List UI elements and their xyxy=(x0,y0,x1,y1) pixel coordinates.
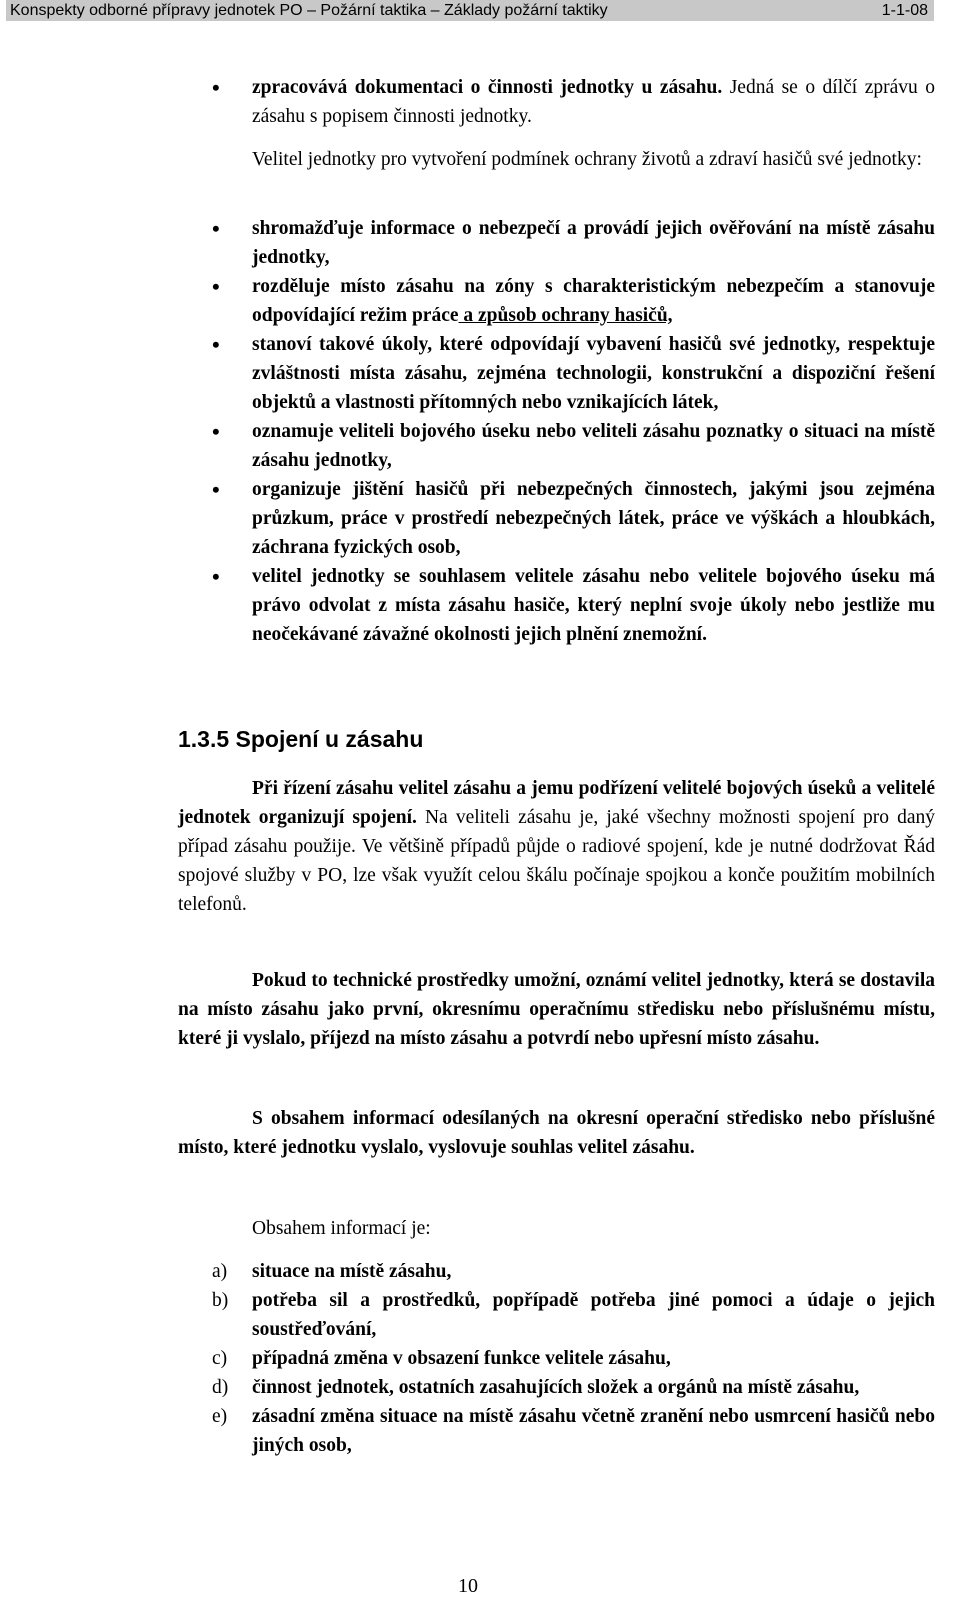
intro-bullet-list xyxy=(0,73,935,131)
list-item xyxy=(0,1402,935,1460)
bullet-text: stanoví takové úkoly, které odpovídají vybavení hasičů své jednotky, respektuje zvláštnosti místa zásahu, zejména technologii, konstrukční a dispoziční řešení objektů a vlastnosti přítomných nebo vznikajících látek, xyxy=(252,334,935,413)
intro-bullet-text: Jedná se o dílčí zprávu o zásahu s popisem činnosti jednotky. xyxy=(252,77,936,127)
list-item xyxy=(0,214,935,272)
bullet-text: shromažďuje informace o nebezpečí a provádí jejich ověřování na místě zásahu jednotky, xyxy=(252,218,935,268)
paragraph-1-text: Velitel jednotky pro vytvoření podmínek ochrany životů a zdraví hasičů své jednotky: xyxy=(252,149,922,170)
section-number: 1.3.5 xyxy=(178,726,230,752)
paragraph-1 xyxy=(178,145,935,174)
page-number: 10 xyxy=(458,1575,478,1597)
item-marker: b) xyxy=(212,1290,229,1311)
paragraph-2-text: Na veliteli zásahu je, jaké všechny možnosti spojení pro daný případ zásahu použije. Ve většině případů půjde o radiové spojení, kde je nutné dodržovat Řád spojové služby v PO, lze však využít celou škálu počínaje spojkou a konče použitím mobilních telefonů. xyxy=(178,807,935,915)
paragraph-5-text: Obsahem informací je: xyxy=(252,1218,431,1239)
list-item xyxy=(0,562,935,649)
item-text: činnost jednotek, ostatních zasahujících složek a orgánů na místě zásahu, xyxy=(252,1377,860,1398)
list-item xyxy=(0,73,935,131)
header-code: 1-1-08 xyxy=(881,1,928,19)
bullet-list xyxy=(0,214,935,649)
list-item xyxy=(0,1373,935,1402)
section-title: Spojení u zásahu xyxy=(235,726,424,752)
paragraph-4-text: S obsahem informací odesílaných na okresní operační středisko nebo příslušné místo, které jednotku vyslalo, vyslovuje souhlas velitel zásahu. xyxy=(178,1108,935,1158)
item-text: zásadní změna situace na místě zásahu včetně zranění nebo usmrcení hasičů nebo jiných osob, xyxy=(252,1406,935,1456)
list-item xyxy=(0,1257,935,1286)
list-item xyxy=(0,330,935,417)
item-marker: e) xyxy=(212,1406,228,1427)
paragraph-3-text: Pokud to technické prostředky umožní, oznámí velitel jednotky, která se dostavila na místo zásahu jako první, okresnímu operačnímu středisku nebo příslušnému místu, které ji vyslalo, příjezd na místo zásahu a potvrdí nebo upřesní místo zásahu. xyxy=(178,970,935,1049)
item-text: potřeba sil a prostředků, popřípadě potřeba jiné pomoci a údaje o jejich soustřeďování, xyxy=(252,1290,935,1340)
info-list xyxy=(0,1257,935,1460)
paragraph-5 xyxy=(178,1214,935,1243)
item-marker: a) xyxy=(212,1261,228,1282)
item-text: případná změna v obsazení funkce velitele zásahu, xyxy=(252,1348,671,1369)
paragraph-2-bold: Při řízení zásahu velitel zásahu a jemu podřízení velitelé bojových úseků a velitelé jednotek organizují spojení. xyxy=(178,778,935,828)
bullet-text: oznamuje veliteli bojového úseku nebo veliteli zásahu poznatky o situaci na místě zásahu jednotky, xyxy=(252,421,935,471)
paragraph-2 xyxy=(178,774,935,919)
list-item xyxy=(0,1344,935,1373)
bullet-text: rozděluje místo zásahu na zóny s charakteristickým nebezpečím a stanovuje odpovídající režim práce xyxy=(252,276,935,326)
paragraph-4 xyxy=(178,1104,935,1162)
list-item xyxy=(0,272,935,330)
bullet-text: organizuje jištění hasičů při nebezpečných činnostech, jakými jsou zejména průzkum, práce v prostředí nebezpečných látek, práce ve výškách a hloubkách, záchrana fyzických osob, xyxy=(252,479,935,558)
header-title: Konspekty odborné přípravy jednotek PO – Požární taktika – Základy požární taktiky xyxy=(10,1,608,19)
bullet-underlined-text: a způsob ochrany hasičů, xyxy=(458,305,673,326)
paragraph-3 xyxy=(178,966,935,1053)
item-marker: d) xyxy=(212,1377,229,1398)
section-heading xyxy=(178,726,423,753)
bullet-text: velitel jednotky se souhlasem velitele zásahu nebo velitele bojového úseku má právo odvolat z místa zásahu hasiče, který neplní svoje úkoly nebo jestliže mu neočekávané závažné okolnosti jejich plnění znemožní. xyxy=(252,566,935,645)
list-item xyxy=(0,417,935,475)
list-item xyxy=(0,475,935,562)
list-item xyxy=(0,1286,935,1344)
intro-bullet-bold: zpracovává dokumentaci o činnosti jednotky u zásahu. xyxy=(252,77,723,98)
item-text: situace na místě zásahu, xyxy=(252,1261,452,1282)
page-header xyxy=(6,0,934,21)
item-marker: c) xyxy=(212,1348,228,1369)
